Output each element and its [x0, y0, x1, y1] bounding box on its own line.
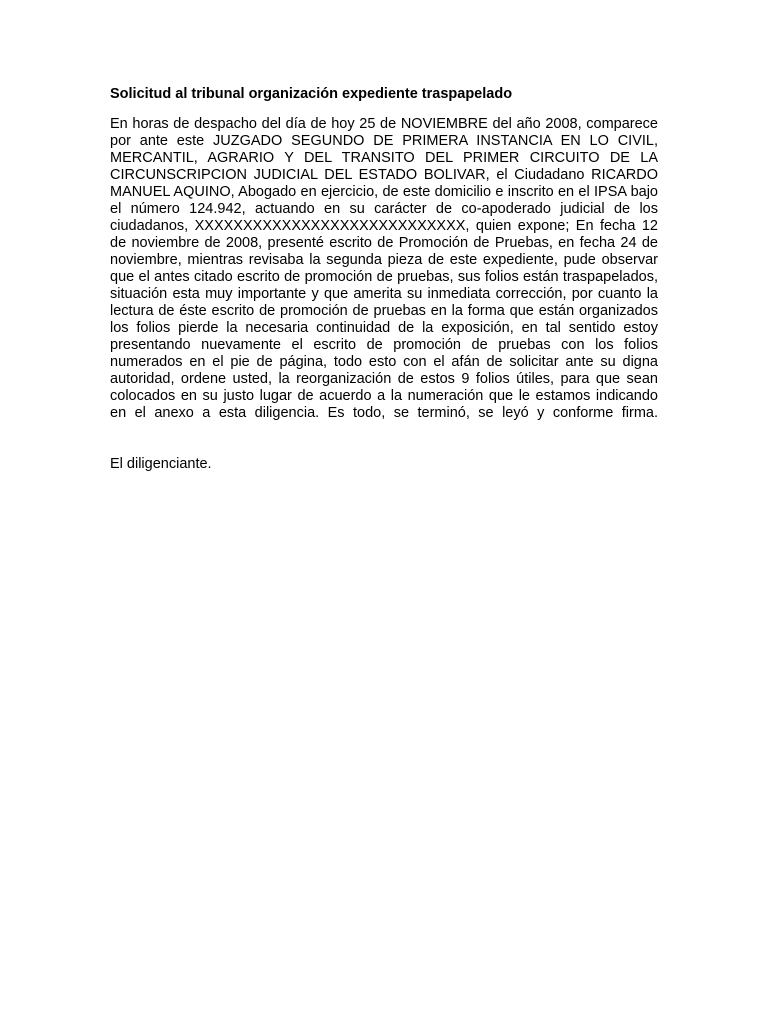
document-title: Solicitud al tribunal organización expediente traspapelado [110, 86, 513, 102]
document-page [110, 84, 658, 473]
signature-line: El diligenciante. [110, 456, 212, 472]
document-body: En horas de despacho del día de hoy 25 de NOVIEMBRE del año 2008, comparece por ante este JUZGADO SEGUNDO DE PRIMERA INSTANCIA EN LO CIVIL, MERCANTIL, AGRARIO Y DEL TRANSITO DEL PRIMER CIRCUITO DE LA CIRCUNSCRIPCION JUDICIAL DEL ESTADO BOLIVAR, el Ciudadano RICARDO MANUEL AQUINO, Abogado en ejercicio, de este domicilio e inscrito en el IPSA bajo el número 124.942, actuando en su carácter de co-apoderado judicial de los ciudadanos, XXXXXXXXXXXXXXXXXXXXXXXXXXXX, quien expone; En fecha 12 de noviembre de 2008, presenté escrito de Promoción de Pruebas, en fecha 24 de noviembre, mientras revisaba la segunda pieza de este expediente, pude observar que el antes citado escrito de promoción de pruebas, sus folios están traspapelados, situación esta muy importante y que amerita su inmediata corrección, por cuanto la lectura de éste escrito de promoción de pruebas en la forma que están organizados los folios pierde la necesaria continuidad de la exposición, en tal sentido estoy presentando nuevamente el escrito de promoción de pruebas con los folios numerados en el pie de página, todo esto con el afán de solicitar ante su digna autoridad, ordene usted, la reorganización de estos 9 folios útiles, para que sean colocados en su justo lugar de acuerdo a la numeración que le estamos indicando en el anexo a esta diligencia. Es todo, se terminó, se leyó y conforme firma. [110, 116, 658, 421]
